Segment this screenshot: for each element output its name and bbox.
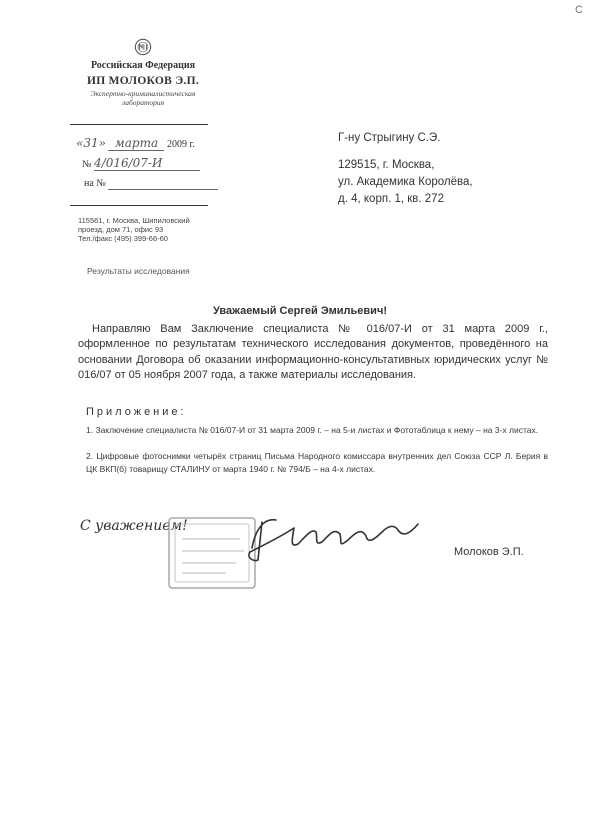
corner-mark: C: [575, 4, 583, 16]
letterhead-divider: [70, 124, 208, 125]
letterhead-country: Российская Федерация: [90, 60, 196, 71]
letterhead-lab: Экспертно-криминалистическая лаборатория: [90, 89, 196, 107]
signature-icon: [232, 506, 432, 566]
signer-name: Молоков Э.П.: [454, 546, 524, 558]
reference-label: на №: [84, 178, 106, 189]
closing-regards: С уважением!: [80, 518, 188, 534]
recipient-block: [338, 130, 473, 208]
number-line: [82, 156, 200, 171]
recipient-address-line: д. 4, корп. 1, кв. 272: [338, 193, 444, 205]
recipient-name: Г-ну Стрыгину С.Э.: [338, 132, 441, 144]
address-divider: [70, 205, 208, 206]
date-line: [76, 136, 195, 151]
attachments-title: Приложение:: [86, 406, 187, 418]
attachment-item: 1. Заключение специалиста № 016/07-И от 31 марта 2009 г. – на 5-и листах и Фототаблица к нему – на 3-х листах.: [86, 425, 539, 435]
org-logo-icon: [134, 38, 152, 56]
date-year: 2009 г.: [166, 139, 195, 150]
address-line: 115561, г. Москва, Шипиловский проезд, дом 71, офис 93: [78, 216, 190, 234]
letterhead: [70, 38, 216, 107]
recipient-address-line: ул. Академика Королёва,: [338, 176, 473, 188]
salutation: Уважаемый Сергей Эмильевич!: [213, 305, 387, 317]
body-paragraph: Направляю Вам Заключение специалиста № 016/07-И от 31 марта 2009 г., оформленное по результатам технического исследования документов, проведённого на основании Договора об оказании информационно-консультативных юридических услуг № 016/07 от 05 ноября 2007 года, а также материалы исследования.: [78, 323, 548, 381]
attachment-item: 2. Цифровые фотоснимки четырёх страниц Письма Народного комиссара внутренних дел Союза ССР Л. Берия в ЦК ВКП(б) товарищу СТАЛИНУ от марта 1940 г. № 794/Б – на 4-х листах.: [86, 451, 548, 474]
number-value: 4/016/07-И: [94, 156, 200, 171]
research-label: Результаты исследования: [87, 266, 190, 276]
reference-line: [84, 178, 218, 190]
letterhead-org: ИП МОЛОКОВ Э.П.: [86, 75, 200, 87]
number-label: №: [82, 159, 92, 170]
date-day: «31»: [76, 136, 106, 150]
address-line: Тел./факс (495) 399-66-60: [78, 234, 168, 243]
letterhead-address: [78, 216, 208, 243]
date-month: марта: [108, 136, 164, 151]
recipient-address-line: 129515, г. Москва,: [338, 159, 435, 171]
